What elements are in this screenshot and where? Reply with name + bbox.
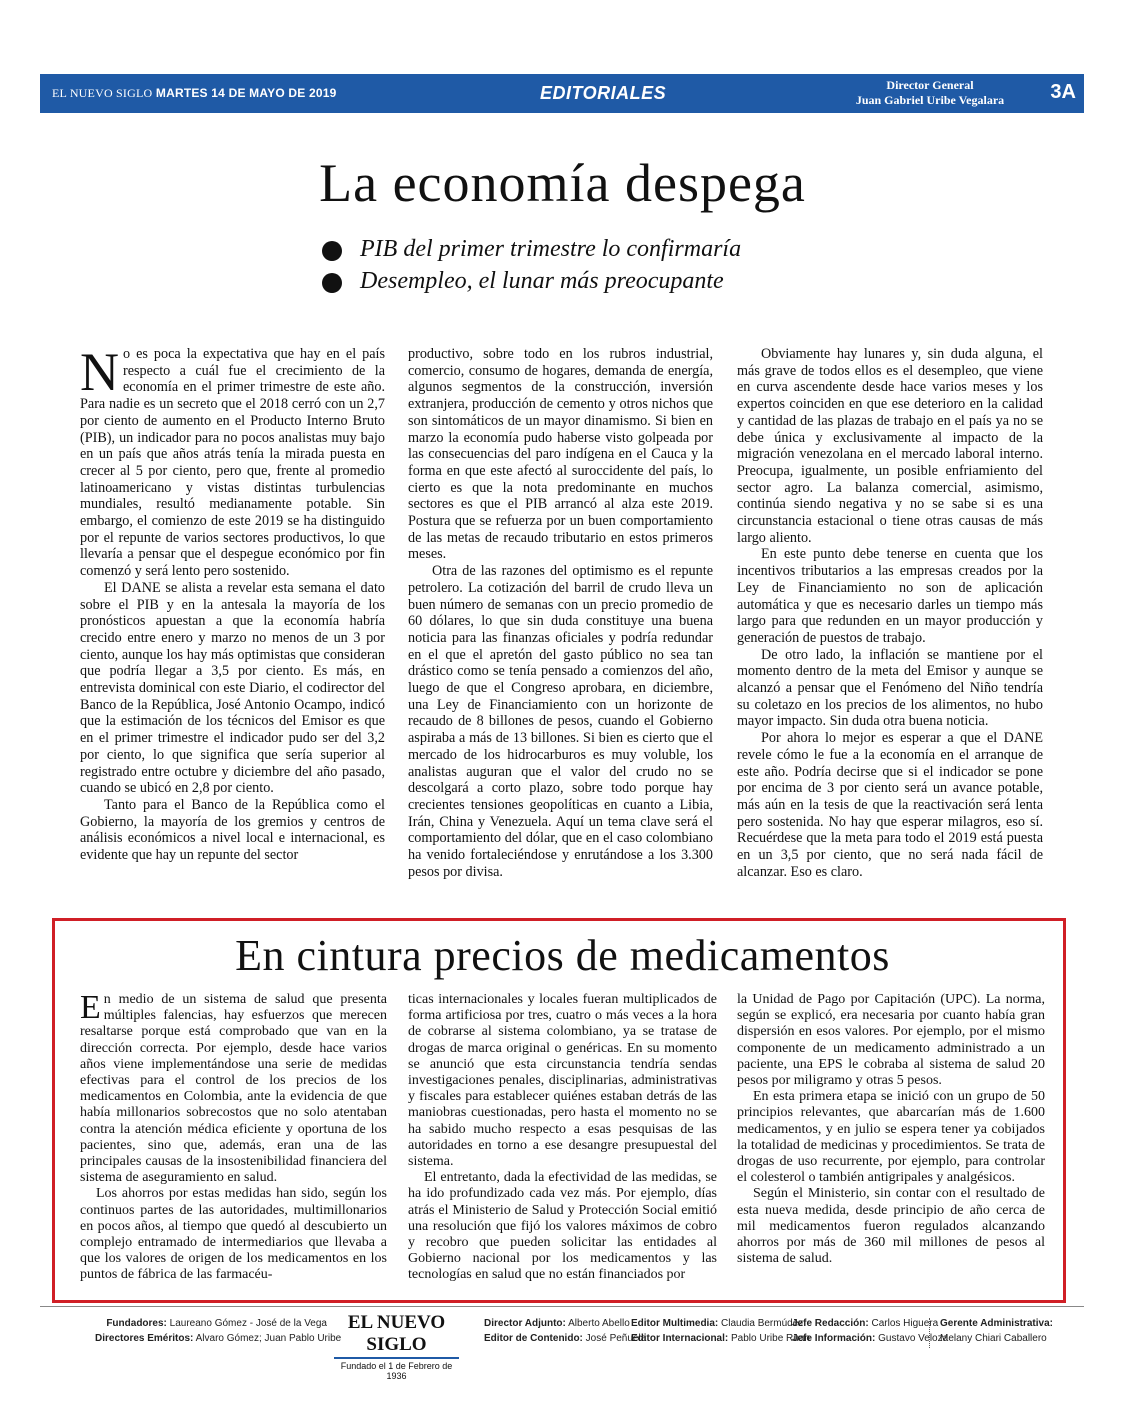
subtitle-text: Desempleo, el lunar más preocupante — [360, 268, 724, 294]
footer-divider — [40, 1306, 1084, 1307]
paragraph: En esta primera etapa se inició con un grupo de 50 principios relevantes, que abarcarían más de 1.600 medicamentos, y en julio se espera tener ya cobijados la totalidad de medicinas y procedimientos. Se trata de drogas de uso recurrente, por ejemplo, para controlar el colesterol o también antigripales y analgésicos. — [737, 1089, 1045, 1186]
paragraph: productivo, sobre todo en los rubros industrial, comercio, consumo de hogares, demanda de energía, algunos segmentos de la construcción, inversión extranjera, producción de cemento y otros nichos que son sintomáticos de un mayor dinamismo. Si bien en marzo la economía pudo haberse visto golpeada por las consecuencias del paro indígena en el Cauca y la forma en que este afectó al suroccidente del país, lo cierto es que la nota predominante en muchos sectores es que el PIB arrancó al alza este 2019. Postura que se refuerza por un buen comportamiento de las metas de recaudo tributario en estos primeros meses. — [408, 346, 713, 563]
page-number: 3A — [1050, 81, 1076, 103]
editorial-title: La economía despega — [319, 153, 806, 213]
editorial-column-2 — [408, 346, 713, 881]
editorial2-column-2 — [408, 992, 717, 1284]
editorial-column-1 — [80, 342, 385, 864]
editorial2-column-1 — [80, 989, 387, 1284]
paragraph: El entretanto, dada la efectividad de las medidas, se ha ido profundizado cada vez más. Por ejemplo, días atrás el Ministerio de Salud y Protección Social emitió una resolución que fijó los valores máximos de cobro y recobro que pueden solicitar las entidades al Gobierno nacional por los medicamentos y las tecnologías en salud que no están financiados por — [408, 1170, 717, 1283]
header-paper-name: EL NUEVO SIGLO — [52, 86, 153, 100]
editorial-title-2: En cintura precios de medicamentos — [235, 931, 890, 980]
footer-editors-1: Director Adjunto: Alberto Abello Editor de Contenido: José Peñuela — [484, 1318, 647, 1344]
footer-separator — [929, 1318, 931, 1348]
header-date: MARTES 14 DE MAYO DE 2019 — [155, 86, 337, 100]
paragraph: Los ahorros por estas medidas han sido, según los continuos partes de las autoridades, multimillonarios en pocos años, al tiempo que quedó al descubierto un complejo entramado de intermediarios que llevaba a que los valores de origen de los medicamentos en los puntos de fábrica de las farmacéu- — [80, 1186, 387, 1283]
paragraph: la Unidad de Pago por Capitación (UPC). La norma, según se explicó, era necesaria por cuanto había gran dispersión en esos valores. Por ejemplo, por el mismo componente de un medicamento administrado a un paciente, una EPS le cobraba al sistema de salud 20 pesos por miligramo y otras 5 pesos. — [737, 992, 1045, 1089]
footer-logo — [334, 1312, 459, 1381]
paragraph: En este punto debe tenerse en cuenta que los incentivos tributarios a las empresas creados por la Ley de Financiamiento no son de aplicación automática y que es necesario darles un tiempo más largo para que redunden en un mayor producción y generación de puestos de trabajo. — [737, 546, 1043, 646]
bullet-dot-icon — [322, 241, 342, 261]
paragraph: Tanto para el Banco de la República como el Gobierno, la mayoría de los gremios y centros de análisis económicos a nivel local e internacional, es evidente que hay un repunte del sector — [80, 796, 385, 864]
paragraph: El DANE se alista a revelar esta semana el dato sobre el PIB y en la antesala la mayoría de los pronósticos apuestan a que la economía habría crecido entre enero y marzo no menos de un 3 por ciento, aunque los hay más optimistas que consideran que podría llegar a 3,5 por ciento. Es más, en entrevista dominical con este Diario, el codirector del Banco de la República, José Antonio Ocampo, indicó que la estimación de los técnicos del Emisor es que en el primer trimestre el indicador pudo ser del 3,2 por ciento, lo que significa que sería superior al registrado entre octubre y diciembre del año pasado, cuando se ubicó en 2,8 por ciento. — [80, 579, 385, 797]
director-name: Juan Gabriel Uribe Vegalara — [855, 93, 1005, 107]
paragraph: Por ahora lo mejor es esperar a que el DANE revele cómo le fue a la economía en el arranque de este año. Podría decirse que si el indicador se pone por encima de 3 por ciento será un avance potable, más aún en la tesis de que la reactivación será lenta pero sostenida. No hay que esperar milagros, eso sí. Recuérdese que la meta para todo el 2019 está puesta en un 3,5 por ciento, que no será nada fácil de alcanzar. Eso es claro. — [737, 730, 1043, 880]
footer-editors-3: Jefe Redacción: Carlos Higuera Jefe Información: Gustavo Veloza — [792, 1318, 949, 1344]
paragraph: De otro lado, la inflación se mantiene por el momento dentro de la meta del Emisor y aunque se alcanzó a pensar que el Fenómeno del Niño tendría su coletazo en los precios de los alimentos, no hubo mayor impacto. Sin duda otra buena noticia. — [737, 646, 1043, 730]
header-paper-date — [52, 86, 337, 101]
footer-founded: Fundado el 1 de Febrero de 1936 — [340, 1361, 453, 1381]
paragraph: Según el Ministerio, sin contar con el resultado de esta nueva medida, desde principio de año cerca de mil medicamentos fueron regulados alcanzando ahorros por más de 360 mil millones de pesos al sistema de salud. — [737, 1186, 1045, 1267]
drop-cap: N — [80, 342, 119, 402]
editorial-column-3 — [737, 346, 1043, 881]
director-block — [830, 78, 1030, 108]
paragraph: No es poca la expectativa que hay en el país respecto a cuál fue el crecimiento de la economía en el primer trimestre de este año. Para nadie es un secreto que el 2018 cerró con un 2,7 por ciento de aumento en el Producto Interno Bruto (PIB), un indicador para no pocos analistas muy bajo en un país que años atrás tenía la mirada puesta en crecer al 5 por ciento, pero que, frente al promedio latinoamericano y vistas distintas turbulencias mundiales, resultó medianamente potable. Sin embargo, el comienzo de este 2019 se ha distinguido por el repunte de varios sectores productivos, lo que llevaría a pensar que el despegue económico por fin comenzó y será lento pero sostenido. — [80, 342, 385, 580]
paragraph: En medio de un sistema de salud que presenta múltiples falencias, hay esfuerzos que merecen resaltarse porque está comprobado que van en la dirección correcta. Por ejemplo, desde hace varios años viene implementándose una serie de medidas efectivas para el control de los precios de los medicamentos en Colombia, ante la evidencia de que había millonarios sobrecostos que no solo atentaban contra la atención médica eficiente y oportuna de los pacientes, sino que, además, eran una de las principales causas de la insostenibilidad financiera del sistema de aseguramiento en salud. — [80, 989, 387, 1186]
editorial2-column-3 — [737, 992, 1045, 1267]
footer-editors-2: Editor Multimedia: Claudia Bermúdez Editor Internacional: Pablo Uribe Ruan — [631, 1318, 810, 1344]
drop-cap: E — [80, 989, 101, 1026]
paragraph: ticas internacionales y locales fueran multiplicados de forma artificiosa por tres, cuatro o más veces a la hora de cobrarse al sistema colombiano, ya se tratase de drogas de marca original o genéricas. En su momento se anunció que esta circunstancia tendría sendas investigaciones penales, disciplinarias, administrativas y fiscales para establecer quiénes estaban detrás de las maniobras cuestionadas, pero hasta el momento no se ha sabido mucho respecto a esas pesquisas de las autoridades en torno a ese desangre presupuestal del sistema. — [408, 992, 717, 1170]
paragraph: Otra de las razones del optimismo es el repunte petrolero. La cotización del barril de crudo lleva un buen número de semanas con un precio promedio de 60 dólares, lo que sin duda constituye una buena noticia para las finanzas oficiales y podría redundar en el que el apretón del gasto público no sea tan drástico como se tenía pensado a comienzos del año, luego de que el Congreso aprobara, en diciembre, una Ley de Financiamiento con un horizonte de recaudo de 8 billones de pesos, cuando el Gobierno aspiraba a más de 13 billones. Si bien es cierto que el mercado de los hidrocarburos es muy voluble, los analistas auguran que el valor del crudo no se descolgará a corto plazo, sobre todo porque hay crecientes tensiones geopolíticas en cuanto a Libia, Irán, China y Venezuela. Aquí un tema clave será el comportamiento del dólar, que en el caso colombiano ha venido fortaleciéndose y enrutándose a los 3.300 pesos por divisa. — [408, 563, 713, 880]
director-role: Director General — [886, 78, 974, 92]
footer-logo-name: EL NUEVO SIGLO — [334, 1312, 459, 1359]
bullet-dot-icon — [322, 273, 342, 293]
paragraph: Obviamente hay lunares y, sin duda alguna, el más grave de todos ellos es el desempleo, que viene en curva ascendente desde hace varios meses y los expertos coinciden en que ese deterioro en la calidad y cantidad de las plazas de trabajo en el país ya no se debe única y exclusivamente al impacto de la migración venezolana en el mercado laboral interno. Preocupa, igualmente, un posible enfriamiento del sector agro. La balanza comercial, asimismo, continúa siendo negativa y no se sabe si es una circunstancia estacional o tiene otras causas de más largo aliento. — [737, 346, 1043, 546]
footer-founders: Fundadores: Laureano Gómez - José de la Vega Directores Eméritos: Alvaro Gómez; Juan Pablo Uribe — [95, 1318, 342, 1344]
section-name: EDITORIALES — [540, 83, 667, 103]
subtitle-text: PIB del primer trimestre lo confirmaría — [360, 236, 742, 262]
footer-manager: Gerente Administrativa: Melany Chiari Caballero — [940, 1318, 1053, 1344]
page-header-bar — [40, 74, 1084, 113]
